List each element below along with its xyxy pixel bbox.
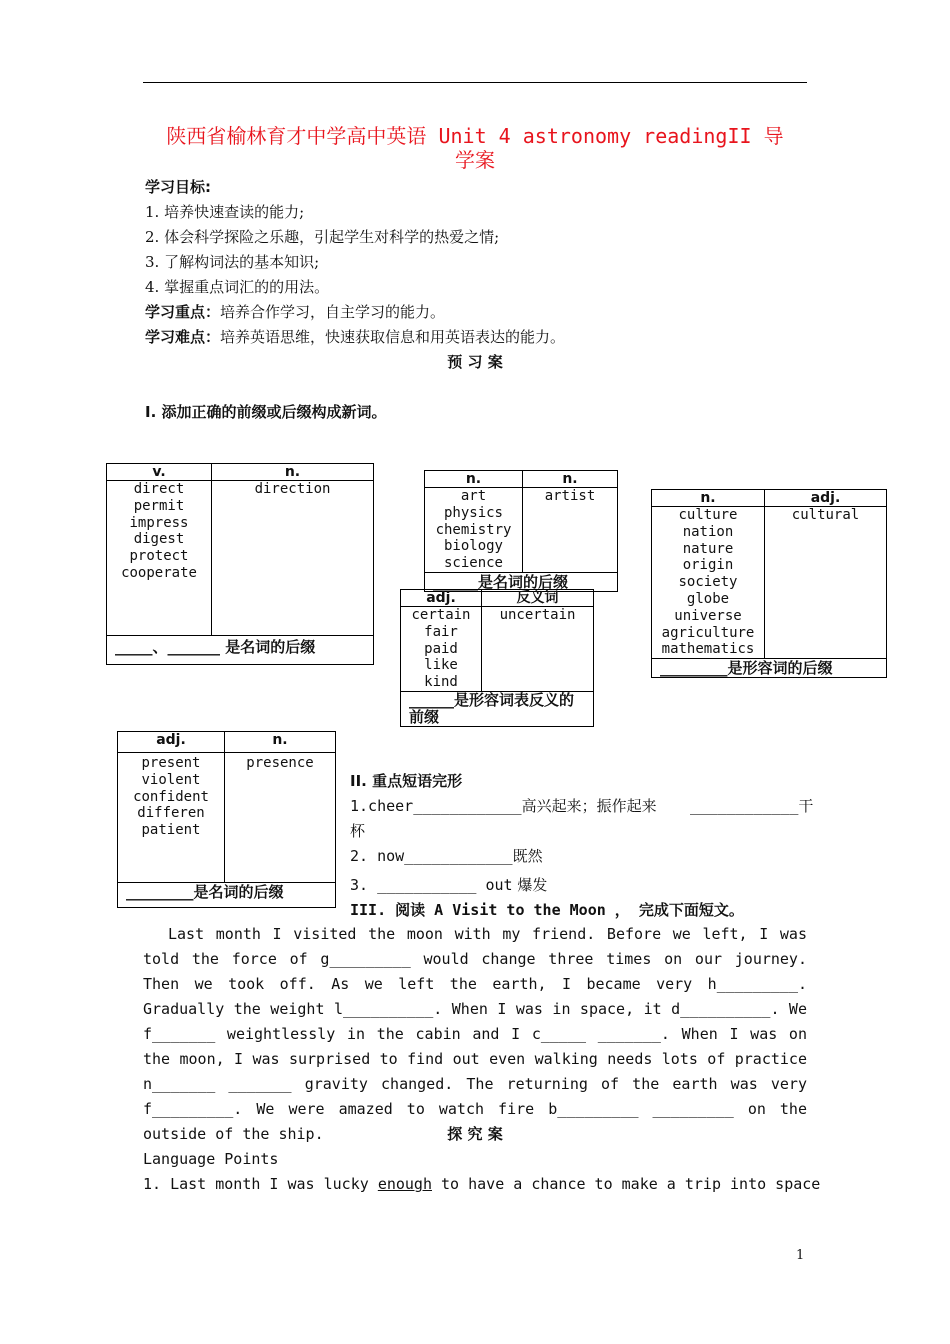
table2-header-2: n. (523, 471, 618, 488)
section-3-heading: III. 阅读 A Visit to the Moon ， 完成下面短文。 (350, 901, 744, 919)
objective-2: 2. 体会科学探险之乐趣，引起学生对科学的热爱之情; (145, 228, 500, 246)
table2-header-1: n. (425, 471, 523, 488)
lp1-start: 1. Last month I was lucky (143, 1175, 378, 1193)
explore-heading: 探 究 案 (447, 1125, 503, 1143)
difficulty-label: 学习难点： (145, 328, 221, 346)
title-line-2: 学案 (455, 148, 495, 172)
phrase-3 (350, 875, 547, 895)
table3-header-2: adj. (765, 490, 887, 507)
table-noun-adj (651, 489, 887, 678)
phrase-2-meaning: 既然 (512, 847, 543, 865)
objective-4: 4. 掌握重点词汇的的用法。 (145, 278, 330, 296)
reading-passage: Last month I visited the moon with my friend. Before we left, I was told the force of g_________ would change three times on our journey. Then we took off. As we left the earth, I became very h_________. Gradually the weight l__________. When I was in space, it d__________. We f_______ weightlessly in the cabin and I c_____ _______. When I was on the moon, I was surprised to find out even walking needs lots of practice n_______ _______ gravity changed. The returning of the earth was very f_________. We were amazed to watch fire b_________ _________ on the outside of the ship. (143, 925, 807, 1143)
title-line-1: 陕西省榆林育才中学高中英语 Unit 4 astronomy readingII 导 (166, 124, 784, 148)
phrase-1 (350, 796, 657, 816)
table-adj-antonym (400, 589, 594, 727)
table4-header-2: 反义词 (482, 590, 594, 607)
table4-answers: uncertain (482, 607, 594, 692)
table5-header-1: adj. (118, 732, 225, 753)
lp1-end: to have a chance to make a trip into space (432, 1175, 821, 1193)
section-2-heading: II. 重点短语完形 (350, 772, 463, 790)
preview-heading: 预 习 案 (447, 353, 503, 371)
table-adj-noun (117, 731, 336, 908)
table1-words: direct permit impress digest protect cooperate (107, 481, 212, 636)
phrase-1-meaning: 高兴起来；振作起来 (521, 797, 657, 815)
learning-focus (145, 302, 445, 322)
lp1-underlined: enough (377, 1175, 432, 1193)
table4-header-1: adj. (401, 590, 482, 607)
phrase-1b-blank: ____________干 (690, 797, 814, 815)
table5-footer: _________是名词的后缀 (118, 883, 336, 908)
header-rule (143, 82, 807, 83)
table1-answers: direction (212, 481, 374, 636)
table4-footer: ______是形容词表反义的前缀 (401, 692, 594, 727)
objective-3: 3. 了解构词法的基本知识; (145, 253, 320, 271)
table5-header-2: n. (225, 732, 336, 753)
page-title (140, 124, 810, 172)
table2-footer: ______是名词的后缀 (425, 573, 618, 592)
phrase-1-blank: 1.cheer____________ (350, 797, 522, 815)
phrase-1b (690, 796, 813, 816)
page-number: 1 (796, 1248, 805, 1263)
section-1-heading: I. 添加正确的前缀或后缀构成新词。 (145, 403, 387, 421)
table5-words: present violent confident differen patient (118, 753, 225, 883)
table3-footer: _________是形容词的后缀 (652, 659, 887, 678)
table5-answers: presence (225, 753, 336, 883)
objectives-heading: 学习目标: (145, 178, 211, 196)
table3-words: culture nation nature origin society globe universe agriculture mathematics (652, 507, 765, 659)
phrase-2-blank: 2. now____________ (350, 847, 513, 865)
table2-words: art physics chemistry biology science (425, 488, 523, 573)
phrase-1b-cont: 杯 (350, 822, 366, 840)
objective-1: 1. 培养快速查读的能力; (145, 203, 305, 221)
table2-answers: artist (523, 488, 618, 573)
phrase-3-blank: 3. ___________ out (350, 876, 513, 894)
language-point-1 (143, 1174, 821, 1194)
focus-label: 学习重点： (145, 303, 221, 321)
table4-words: certain fair paid like kind (401, 607, 482, 692)
phrase-3-meaning: 爆发 (517, 876, 548, 894)
table-noun-noun (424, 470, 618, 592)
phrase-2 (350, 846, 543, 866)
focus-text: 培养合作学习，自主学习的能力。 (220, 303, 446, 321)
table1-footer: _____、_______ 是名词的后缀 (107, 636, 374, 665)
table1-header-2: n. (212, 464, 374, 481)
learning-difficulty (145, 327, 565, 347)
table-verb-noun (106, 463, 374, 665)
table3-answers: cultural (765, 507, 887, 659)
difficulty-text: 培养英语思维，快速获取信息和用英语表达的能力。 (220, 328, 566, 346)
language-points-heading: Language Points (143, 1150, 279, 1168)
table1-header-1: v. (107, 464, 212, 481)
table3-header-1: n. (652, 490, 765, 507)
